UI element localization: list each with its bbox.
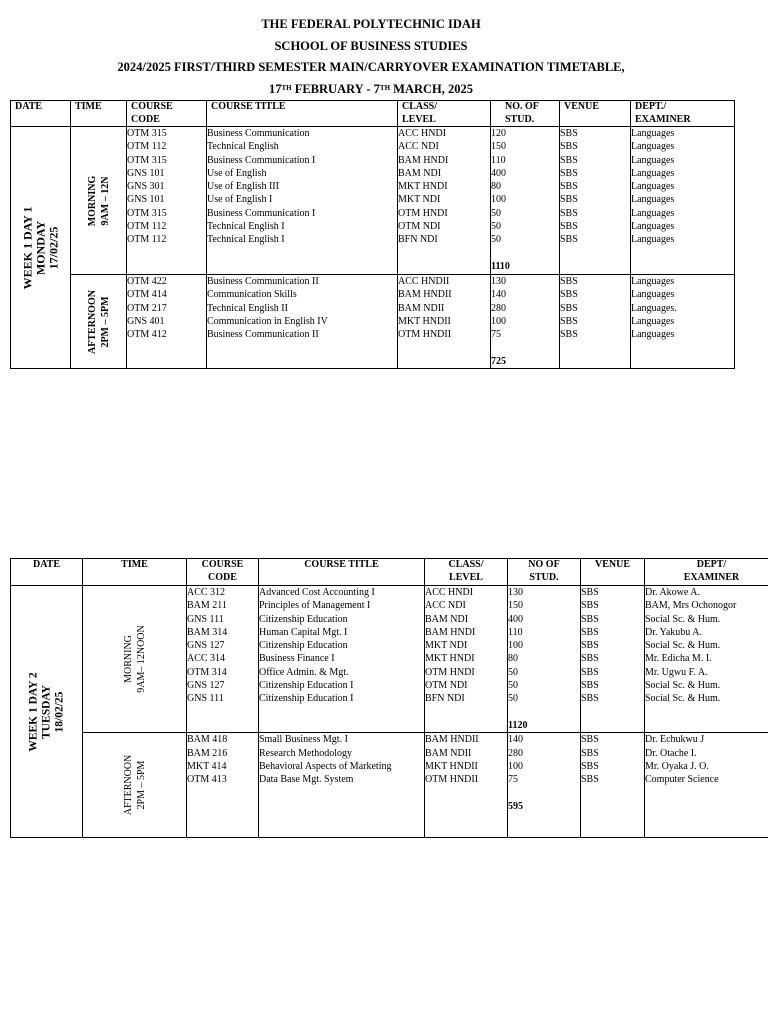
course-code-column [127, 127, 207, 275]
document-header [0, 14, 742, 100]
course-title-cell: Technical English II [207, 302, 288, 314]
venue-cell: SBS [560, 276, 578, 287]
afternoon-time-label: AFTERNOON [122, 754, 134, 816]
venue-cell: SBS [581, 613, 599, 625]
venue-cell: SBS [581, 653, 599, 665]
course-code-cell: GNS 101 [127, 167, 165, 179]
date-label: MONDAY [33, 220, 47, 275]
course-code-cell: GNS 127 [187, 680, 225, 692]
dept-examiner-cell: Social Sc. & Hum. [645, 680, 721, 692]
no-of-students-cell: 400 [491, 167, 506, 179]
course-title-cell: Small Business Mgt. I [259, 734, 348, 746]
venue-cell: SBS [581, 626, 599, 638]
no-of-students-cell: 400 [508, 613, 523, 625]
venue-cell: SBS [581, 666, 599, 678]
morning-time-label: MORNING [122, 635, 134, 684]
header-course-code: COURSE CODE [127, 101, 207, 127]
course-title-cell: Business Finance I [259, 653, 335, 665]
course-title-cell: Technical English I [207, 221, 285, 233]
dept-examiner-cell: Languages [631, 154, 675, 166]
course-code-cell: GNS 127 [187, 640, 225, 652]
venue-cell: SBS [560, 315, 578, 327]
header-dept-examiner: DEPT./ EXAMINER [631, 101, 735, 127]
course-title-cell: Business Communication II [207, 276, 319, 287]
class-level-cell: OTM NDI [425, 680, 468, 692]
class-level-cell: BAM NDII [398, 302, 445, 314]
header-row [11, 101, 735, 127]
timetable-title: 2024/2025 FIRST/THIRD SEMESTER MAIN/CARRYOVER EXAMINATION TIMETABLE, [117, 60, 625, 74]
course-title-cell: Technical English I [207, 234, 285, 246]
no-of-students-cell: 110 [491, 154, 506, 166]
no-of-students-cell: 120 [491, 128, 506, 139]
course-title-cell: Advanced Cost Accounting I [259, 587, 375, 598]
no-of-students-cell: 75 [508, 774, 518, 786]
course-title-cell: Communication in English IV [207, 315, 328, 327]
course-code-cell: GNS 111 [187, 693, 224, 705]
course-title-cell: Use of English [207, 167, 267, 179]
no-of-students-cell: 150 [491, 141, 506, 153]
course-title-cell: Citizenship Education [259, 640, 348, 652]
no-of-students-cell: 100 [491, 315, 506, 327]
timetable-dates: 17TH FEBRUARY - 7TH MARCH, 2025 [268, 81, 474, 96]
course-code-cell: BAM 418 [187, 734, 228, 746]
course-title-cell: Behavioral Aspects of Marketing [259, 760, 392, 772]
course-title-column [207, 127, 398, 275]
afternoon-session-row [11, 275, 735, 369]
course-code-cell: OTM 112 [127, 221, 167, 233]
header-class-level: CLASS/ LEVEL [398, 101, 491, 127]
header-venue: VENUE [581, 559, 645, 586]
course-code-cell: OTM 314 [187, 666, 227, 678]
header-course-title: COURSE TITLE [207, 101, 398, 127]
course-title-cell: Human Capital Mgt. I [259, 626, 348, 638]
no-of-students-cell: 110 [508, 626, 523, 638]
timetable-day1 [10, 100, 735, 369]
venue-cell: SBS [581, 680, 599, 692]
dept-examiner-cell: Social Sc. & Hum. [645, 693, 721, 705]
morning-time-label: 9AM– 12NOON [135, 625, 147, 693]
course-code-cell: GNS 401 [127, 315, 165, 327]
no-of-students-cell: 150 [508, 600, 523, 612]
class-level-cell: ACC NDI [398, 141, 439, 153]
course-code-cell: GNS 111 [187, 613, 224, 625]
no-of-students-column [508, 586, 581, 733]
no-of-students-cell: 100 [508, 640, 523, 652]
class-level-cell: MKT HNDI [398, 181, 448, 193]
venue-cell: SBS [581, 693, 599, 705]
afternoon-time-label: 2PM – 5PM [99, 295, 111, 348]
class-level-cell: MKT HNDII [425, 760, 478, 772]
header-date: DATE [11, 101, 71, 127]
class-level-cell: OTM HNDII [425, 774, 479, 786]
dept-examiner-cell: Languages [631, 207, 675, 219]
venue-column [560, 127, 631, 275]
dept-examiner-cell: Dr. Echukwu J [645, 734, 705, 746]
venue-cell: SBS [581, 774, 599, 786]
course-title-cell: Communication Skills [207, 289, 297, 301]
course-code-cell: MKT 414 [187, 760, 227, 772]
institution-name: THE FEDERAL POLYTECHNIC IDAH [261, 17, 481, 31]
header-time: TIME [83, 559, 187, 586]
course-code-cell: OTM 112 [127, 234, 167, 246]
afternoon-slot [83, 733, 187, 838]
course-code-column [187, 586, 259, 733]
course-code-cell: GNS 301 [127, 181, 165, 193]
course-title-cell: Office Admin. & Mgt. [259, 666, 349, 678]
morning-time-label: 9AM – 12N [99, 176, 111, 225]
class-level-cell: MKT HNDI [425, 653, 475, 665]
dept-examiner-cell: Languages [631, 276, 675, 287]
course-title-cell: Citizenship Education [259, 613, 348, 625]
dept-examiner-cell: Languages [631, 167, 675, 179]
class-level-cell: BAM HNDI [425, 626, 476, 638]
class-level-cell: BAM NDII [425, 747, 472, 759]
no-of-students-cell: 50 [491, 221, 501, 233]
class-level-cell: MKT HNDII [398, 315, 451, 327]
session-total: 1120 [508, 719, 528, 731]
course-code-cell: OTM 413 [187, 774, 227, 786]
date-label: 17/02/25 [46, 226, 60, 269]
no-of-students-column [491, 127, 560, 275]
dept-examiner-cell: Mr. Oyaka J. O. [645, 760, 709, 772]
course-title-cell: Research Methodology [259, 747, 353, 759]
dept-examiner-cell: Languages [631, 141, 675, 153]
timetable-day2 [10, 558, 768, 838]
class-level-cell: MKT NDI [398, 194, 441, 206]
header-row [11, 559, 768, 586]
venue-cell: SBS [560, 194, 578, 206]
class-level-cell: MKT NDI [425, 640, 468, 652]
course-title-cell: Use of English I [207, 194, 273, 206]
no-of-students-cell: 130 [491, 276, 506, 287]
course-code-cell: OTM 217 [127, 302, 167, 314]
venue-cell: SBS [581, 640, 599, 652]
dept-examiner-cell: Languages. [631, 302, 677, 314]
class-level-cell: ACC HNDI [398, 128, 447, 139]
course-title-column [207, 275, 398, 369]
venue-cell: SBS [581, 734, 599, 746]
header-course-title: COURSE TITLE [259, 559, 425, 586]
dept-examiner-cell: Dr. Otache I. [645, 747, 697, 759]
morning-time-label: MORNING [86, 175, 98, 226]
class-level-column [425, 586, 508, 733]
no-of-students-cell: 280 [491, 302, 506, 314]
date-label: WEEK 1 DAY 2 [27, 671, 39, 752]
dept-examiner-cell: Mr. Edicha M. I. [645, 653, 712, 665]
afternoon-time-label: AFTERNOON [86, 289, 98, 354]
no-of-students-cell: 140 [491, 289, 506, 301]
dept-examiner-cell: Languages [631, 194, 675, 206]
course-title-cell: Data Base Mgt. System [259, 774, 354, 786]
no-of-students-cell: 50 [491, 234, 501, 246]
venue-column [560, 275, 631, 369]
header-time: TIME [71, 101, 127, 127]
class-level-column [398, 275, 491, 369]
class-level-cell: ACC HNDII [398, 276, 450, 287]
class-level-cell: OTM HNDI [425, 666, 475, 678]
course-title-column [259, 733, 425, 838]
dept-examiner-cell: Languages [631, 181, 675, 193]
no-of-students-cell: 80 [508, 653, 518, 665]
no-of-students-cell: 80 [491, 181, 501, 193]
venue-cell: SBS [581, 600, 599, 612]
header-class-level: CLASS/ LEVEL [425, 559, 508, 586]
dept-examiner-cell: Languages [631, 128, 675, 139]
venue-cell: SBS [560, 234, 578, 246]
dept-examiner-cell: Computer Science [645, 774, 719, 786]
class-level-cell: BAM NDI [398, 167, 442, 179]
venue-cell: SBS [560, 221, 578, 233]
dept-examiner-cell: Languages [631, 315, 675, 327]
no-of-students-cell: 50 [491, 207, 501, 219]
no-of-students-cell: 130 [508, 587, 523, 598]
course-code-cell: ACC 314 [187, 653, 226, 665]
dept-examiner-column [631, 127, 735, 275]
school-name: SCHOOL OF BUSINESS STUDIES [274, 38, 468, 53]
no-of-students-column [491, 275, 560, 369]
course-code-cell: OTM 422 [127, 276, 167, 287]
date-label: TUESDAY [40, 684, 52, 739]
no-of-students-cell: 50 [508, 693, 518, 705]
header-venue: VENUE [560, 101, 631, 127]
course-code-column [127, 275, 207, 369]
dept-examiner-cell: Dr. Akowe A. [645, 587, 700, 598]
dept-examiner-cell: Social Sc. & Hum. [645, 640, 721, 652]
course-title-cell: Citizenship Education I [259, 680, 354, 692]
class-level-cell: ACC NDI [425, 600, 466, 612]
course-code-cell: OTM 412 [127, 329, 167, 341]
course-title-cell: Use of English III [207, 181, 279, 193]
course-code-cell: ACC 312 [187, 587, 226, 598]
venue-column [581, 586, 645, 733]
session-total: 725 [491, 355, 506, 367]
morning-slot [71, 127, 127, 275]
class-level-cell: BAM HNDII [398, 289, 452, 301]
class-level-cell: BAM HNDII [425, 734, 479, 746]
course-title-column [259, 586, 425, 733]
course-title-cell: Citizenship Education I [259, 693, 354, 705]
class-level-cell: OTM HNDII [398, 329, 452, 341]
course-code-column [187, 733, 259, 838]
class-level-cell: BFN NDI [425, 693, 465, 705]
header-date: DATE [11, 559, 83, 586]
no-of-students-cell: 100 [508, 760, 523, 772]
venue-cell: SBS [560, 154, 578, 166]
venue-cell: SBS [560, 329, 578, 341]
course-code-cell: BAM 216 [187, 747, 228, 759]
no-of-students-cell: 50 [508, 680, 518, 692]
afternoon-slot [71, 275, 127, 369]
dept-examiner-column [631, 275, 735, 369]
class-level-column [398, 127, 491, 275]
no-of-students-cell: 140 [508, 734, 523, 746]
class-level-cell: OTM HNDI [398, 207, 448, 219]
venue-cell: SBS [560, 181, 578, 193]
dept-examiner-cell: Languages [631, 329, 675, 341]
class-level-cell: ACC HNDI [425, 587, 474, 598]
header-course-code: COURSE CODE [187, 559, 259, 586]
venue-column [581, 733, 645, 838]
course-code-cell: GNS 101 [127, 194, 165, 206]
afternoon-time-label: 2PM – 5PM [135, 760, 147, 810]
dept-examiner-cell: Languages [631, 221, 675, 233]
course-code-cell: OTM 112 [127, 141, 167, 153]
venue-cell: SBS [581, 587, 599, 598]
session-total: 595 [508, 800, 523, 812]
dept-examiner-cell: Social Sc. & Hum. [645, 613, 721, 625]
date-cell [11, 586, 83, 838]
class-level-cell: BAM HNDI [398, 154, 449, 166]
course-title-cell: Business Communication I [207, 154, 316, 166]
course-code-cell: BAM 211 [187, 600, 227, 612]
venue-cell: SBS [560, 302, 578, 314]
afternoon-session-row [11, 733, 768, 838]
class-level-cell: BFN NDI [398, 234, 438, 246]
dept-examiner-column [645, 733, 768, 838]
date-label: WEEK 1 DAY 1 [20, 206, 34, 289]
no-of-students-cell: 280 [508, 747, 523, 759]
dept-examiner-cell: Mr. Ugwu F. A. [645, 666, 708, 678]
venue-cell: SBS [581, 747, 599, 759]
course-code-cell: OTM 315 [127, 154, 167, 166]
dept-examiner-cell: Languages [631, 289, 675, 301]
date-label: 18/02/25 [53, 691, 65, 733]
venue-cell: SBS [560, 167, 578, 179]
dept-examiner-cell: BAM, Mrs Ochonogor [645, 600, 737, 612]
course-title-cell: Business Communication I [207, 207, 316, 219]
class-level-column [425, 733, 508, 838]
venue-cell: SBS [560, 207, 578, 219]
morning-session-row [11, 586, 768, 733]
no-of-students-cell: 100 [491, 194, 506, 206]
venue-cell: SBS [560, 289, 578, 301]
venue-cell: SBS [581, 760, 599, 772]
no-of-students-cell: 75 [491, 329, 501, 341]
header-no-of-students: NO. OF STUD. [491, 101, 560, 127]
header-no-of-students: NO OF STUD. [508, 559, 581, 586]
morning-slot [83, 586, 187, 733]
header-dept-examiner: DEPT/ EXAMINER [645, 559, 768, 586]
course-code-cell: BAM 314 [187, 626, 228, 638]
date-cell [11, 127, 71, 369]
class-level-cell: BAM NDI [425, 613, 469, 625]
morning-session-row [11, 127, 735, 275]
session-total: 1110 [491, 260, 510, 272]
dept-examiner-cell: Dr. Yakubu A. [645, 626, 702, 638]
class-level-cell: OTM NDI [398, 221, 441, 233]
dept-examiner-column [645, 586, 768, 733]
venue-cell: SBS [560, 141, 578, 153]
course-title-cell: Business Communication II [207, 329, 319, 341]
no-of-students-cell: 50 [508, 666, 518, 678]
venue-cell: SBS [560, 128, 578, 139]
course-title-cell: Technical English [207, 141, 279, 153]
course-code-cell: OTM 315 [127, 207, 167, 219]
course-title-cell: Business Communication [207, 128, 310, 139]
course-code-cell: OTM 315 [127, 128, 167, 139]
no-of-students-column [508, 733, 581, 838]
dept-examiner-cell: Languages [631, 234, 675, 246]
course-code-cell: OTM 414 [127, 289, 167, 301]
course-title-cell: Principles of Management I [259, 600, 371, 612]
